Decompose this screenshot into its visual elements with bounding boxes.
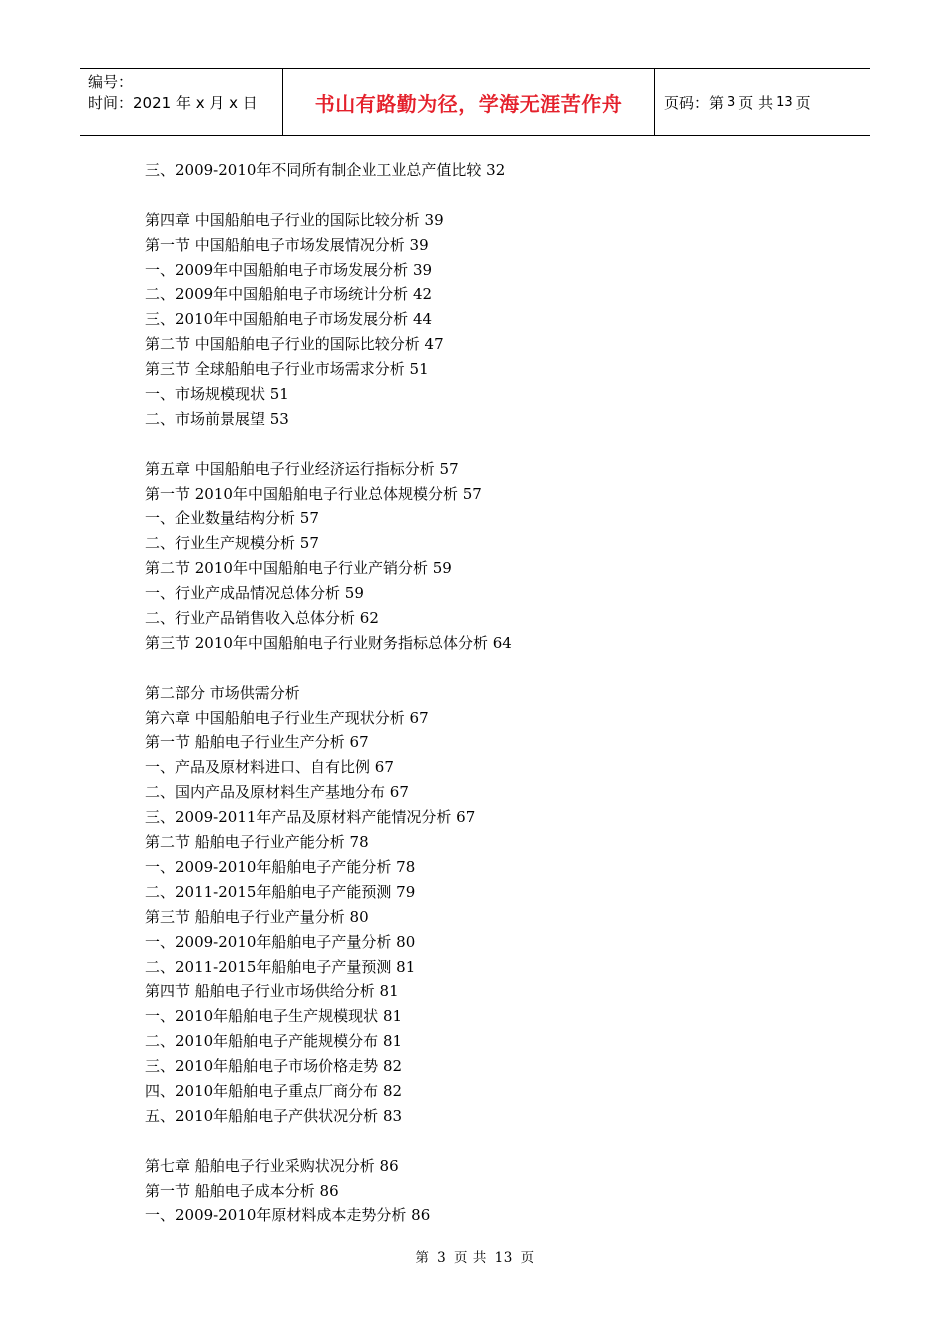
toc-entry: 第一节 船舶电子行业生产分析 67 xyxy=(145,733,369,752)
toc-entry: 第六章 中国船舶电子行业生产现状分析 67 xyxy=(145,708,429,727)
toc-entry: 二、2011-2015年船舶电子产能预测 79 xyxy=(145,882,416,901)
footer-suffix: 页 xyxy=(520,1250,535,1266)
page-mid: 页 共 xyxy=(738,93,774,112)
header-motto: 书山有路勤为径，学海无涯苦作舟 xyxy=(282,69,655,135)
toc-entry: 二、2011-2015年船舶电子产量预测 81 xyxy=(145,957,416,976)
toc-entry: 一、2009年中国船舶电子市场发展分析 39 xyxy=(145,260,433,279)
toc-entry: 四、2010年船舶电子重点厂商分布 82 xyxy=(145,1081,403,1100)
toc-entry: 三、2010年船舶电子市场价格走势 82 xyxy=(145,1057,403,1076)
toc-spacer xyxy=(145,183,845,208)
header-meta xyxy=(80,69,282,135)
toc-entry: 一、2009-2010年船舶电子产能分析 78 xyxy=(145,857,416,876)
toc-entry: 三、2009-2011年产品及原材料产能情况分析 67 xyxy=(145,808,476,827)
toc-entry: 二、行业产品销售收入总体分析 62 xyxy=(145,609,379,628)
toc-entry: 第三节 全球船舶电子行业市场需求分析 51 xyxy=(145,360,429,379)
footer-total: 13 xyxy=(494,1250,513,1266)
toc-entry: 二、2010年船舶电子产能规模分布 81 xyxy=(145,1032,403,1051)
toc-entry: 一、企业数量结构分析 57 xyxy=(145,509,319,528)
header-page-number xyxy=(655,69,870,135)
page-footer xyxy=(0,1246,950,1266)
toc-entry: 二、2009年中国船舶电子市场统计分析 42 xyxy=(145,285,433,304)
toc-entry: 一、2009-2010年船舶电子产量分析 80 xyxy=(145,932,416,951)
footer-mid: 页 共 xyxy=(454,1250,487,1266)
serial-label: 编号： xyxy=(88,73,134,91)
toc-entry: 一、市场规模现状 51 xyxy=(145,385,289,404)
toc-entry: 一、2010年船舶电子生产规模现状 81 xyxy=(145,1007,403,1026)
toc-entry: 第一节 2010年中国船舶电子行业总体规模分析 57 xyxy=(145,484,482,503)
footer-prefix: 第 xyxy=(415,1250,430,1266)
page-current: 3 xyxy=(727,94,736,110)
toc-entry: 二、国内产品及原材料生产基地分布 67 xyxy=(145,783,409,802)
toc-entry: 一、2009-2010年原材料成本走势分析 86 xyxy=(145,1206,431,1225)
toc-entry: 第四节 船舶电子行业市场供给分析 81 xyxy=(145,982,399,1001)
toc-spacer xyxy=(145,432,845,457)
toc-entry: 二、行业生产规模分析 57 xyxy=(145,534,319,553)
toc-entry: 第五章 中国船舶电子行业经济运行指标分析 57 xyxy=(145,459,459,478)
toc-spacer xyxy=(145,1129,845,1154)
toc-entry: 第一节 船舶电子成本分析 86 xyxy=(145,1181,339,1200)
toc-entry: 一、产品及原材料进口、自有比例 67 xyxy=(145,758,394,777)
page-suffix: 页 xyxy=(795,93,811,112)
toc-entry: 第二节 2010年中国船舶电子行业产销分析 59 xyxy=(145,559,452,578)
footer-current: 3 xyxy=(437,1250,447,1266)
page-header xyxy=(80,68,870,136)
toc-entry: 第二节 中国船舶电子行业的国际比较分析 47 xyxy=(145,335,444,354)
page-prefix: 页码：第 xyxy=(664,93,725,112)
table-of-contents xyxy=(145,158,845,1228)
toc-entry: 二、市场前景展望 53 xyxy=(145,409,289,428)
page-total: 13 xyxy=(776,94,793,110)
toc-entry: 五、2010年船舶电子产供状况分析 83 xyxy=(145,1106,403,1125)
toc-entry: 一、行业产成品情况总体分析 59 xyxy=(145,584,364,603)
toc-entry: 第三节 2010年中国船舶电子行业财务指标总体分析 64 xyxy=(145,633,512,652)
toc-spacer xyxy=(145,656,845,681)
date-label: 时间：2021 年 x 月 x 日 xyxy=(88,94,258,112)
toc-entry: 第三节 船舶电子行业产量分析 80 xyxy=(145,907,369,926)
toc-entry: 三、2010年中国船舶电子市场发展分析 44 xyxy=(145,310,433,329)
toc-entry: 第二部分 市场供需分析 xyxy=(145,683,300,702)
toc-entry: 第四章 中国船舶电子行业的国际比较分析 39 xyxy=(145,210,444,229)
toc-entry: 三、2009-2010年不同所有制企业工业总产值比较 32 xyxy=(145,161,506,179)
toc-entry: 第二节 船舶电子行业产能分析 78 xyxy=(145,833,369,852)
toc-entry: 第一节 中国船舶电子市场发展情况分析 39 xyxy=(145,235,429,254)
toc-entry: 第七章 船舶电子行业采购状况分析 86 xyxy=(145,1156,399,1175)
